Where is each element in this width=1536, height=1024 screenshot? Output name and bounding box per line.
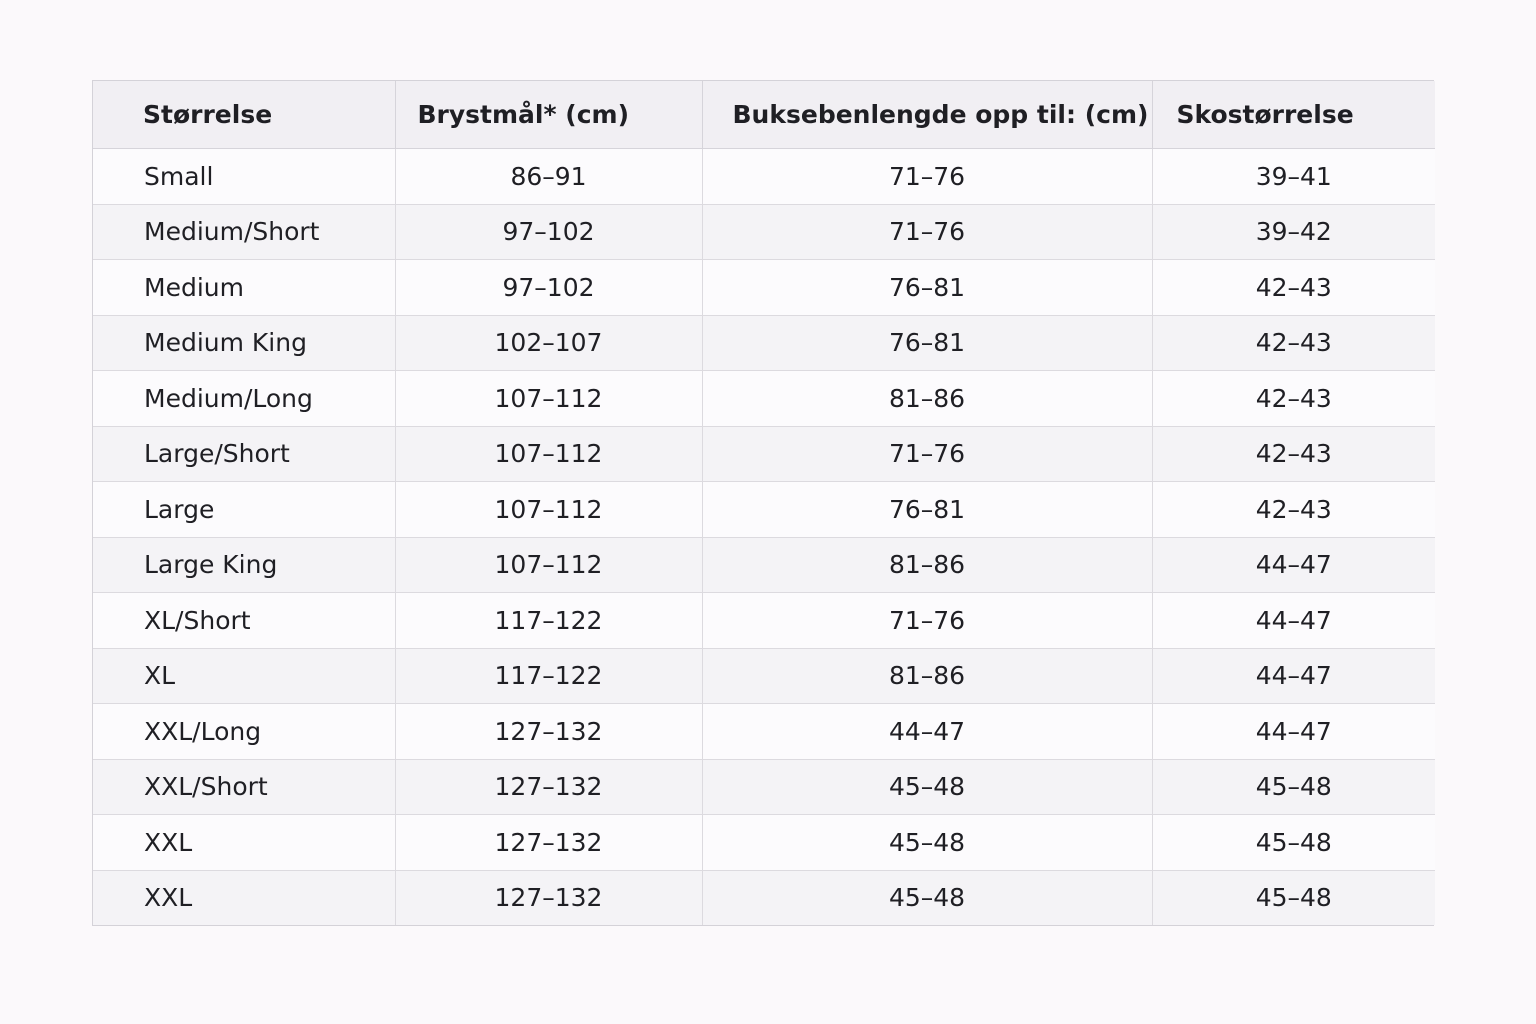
cell-size: XL/Short bbox=[93, 593, 395, 649]
cell-size: Medium King bbox=[93, 315, 395, 371]
cell-inseam: 71–76 bbox=[702, 204, 1152, 260]
cell-size: XL bbox=[93, 648, 395, 704]
table-row bbox=[93, 260, 1435, 316]
cell-chest: 107–112 bbox=[395, 482, 702, 538]
table-row bbox=[93, 371, 1435, 427]
header-size: Størrelse bbox=[93, 81, 395, 149]
table-row bbox=[93, 870, 1435, 925]
cell-size: Large bbox=[93, 482, 395, 538]
cell-size: Medium bbox=[93, 260, 395, 316]
cell-inseam: 71–76 bbox=[702, 593, 1152, 649]
cell-chest: 127–132 bbox=[395, 704, 702, 760]
table-row bbox=[93, 759, 1435, 815]
cell-inseam: 45–48 bbox=[702, 759, 1152, 815]
table-row bbox=[93, 815, 1435, 871]
table-row bbox=[93, 315, 1435, 371]
table-header bbox=[93, 81, 1435, 149]
cell-shoe-size: 42–43 bbox=[1152, 315, 1435, 371]
cell-inseam: 81–86 bbox=[702, 371, 1152, 427]
header-row bbox=[93, 81, 1435, 149]
size-chart-frame bbox=[92, 80, 1434, 926]
size-table bbox=[93, 81, 1435, 925]
table-row bbox=[93, 204, 1435, 260]
cell-inseam: 44–47 bbox=[702, 704, 1152, 760]
cell-chest: 97–102 bbox=[395, 260, 702, 316]
table-row bbox=[93, 426, 1435, 482]
cell-chest: 117–122 bbox=[395, 648, 702, 704]
cell-inseam: 81–86 bbox=[702, 648, 1152, 704]
cell-shoe-size: 42–43 bbox=[1152, 260, 1435, 316]
cell-size: Large King bbox=[93, 537, 395, 593]
cell-shoe-size: 45–48 bbox=[1152, 815, 1435, 871]
cell-shoe-size: 44–47 bbox=[1152, 537, 1435, 593]
cell-size: Large/Short bbox=[93, 426, 395, 482]
cell-size: XXL bbox=[93, 870, 395, 925]
cell-chest: 97–102 bbox=[395, 204, 702, 260]
cell-shoe-size: 42–43 bbox=[1152, 371, 1435, 427]
cell-shoe-size: 42–43 bbox=[1152, 482, 1435, 538]
cell-shoe-size: 44–47 bbox=[1152, 704, 1435, 760]
cell-chest: 107–112 bbox=[395, 371, 702, 427]
cell-inseam: 76–81 bbox=[702, 315, 1152, 371]
cell-inseam: 81–86 bbox=[702, 537, 1152, 593]
table-row bbox=[93, 593, 1435, 649]
cell-size: XXL bbox=[93, 815, 395, 871]
cell-chest: 117–122 bbox=[395, 593, 702, 649]
table-body bbox=[93, 149, 1435, 926]
header-inseam: Buksebenlengde opp til: (cm) bbox=[702, 81, 1152, 149]
cell-chest: 127–132 bbox=[395, 815, 702, 871]
cell-chest: 127–132 bbox=[395, 870, 702, 925]
cell-chest: 102–107 bbox=[395, 315, 702, 371]
cell-chest: 127–132 bbox=[395, 759, 702, 815]
cell-inseam: 45–48 bbox=[702, 870, 1152, 925]
table-row bbox=[93, 149, 1435, 205]
cell-shoe-size: 39–41 bbox=[1152, 149, 1435, 205]
table-row bbox=[93, 537, 1435, 593]
table-row bbox=[93, 704, 1435, 760]
cell-inseam: 45–48 bbox=[702, 815, 1152, 871]
header-shoe-size: Skostørrelse bbox=[1152, 81, 1435, 149]
cell-inseam: 71–76 bbox=[702, 149, 1152, 205]
cell-chest: 86–91 bbox=[395, 149, 702, 205]
cell-size: XXL/Short bbox=[93, 759, 395, 815]
cell-chest: 107–112 bbox=[395, 426, 702, 482]
cell-inseam: 76–81 bbox=[702, 482, 1152, 538]
cell-size: Medium/Long bbox=[93, 371, 395, 427]
cell-chest: 107–112 bbox=[395, 537, 702, 593]
cell-shoe-size: 45–48 bbox=[1152, 759, 1435, 815]
table-row bbox=[93, 482, 1435, 538]
cell-size: XXL/Long bbox=[93, 704, 395, 760]
cell-size: Small bbox=[93, 149, 395, 205]
cell-shoe-size: 44–47 bbox=[1152, 593, 1435, 649]
table-row bbox=[93, 648, 1435, 704]
header-chest: Brystmål* (cm) bbox=[395, 81, 702, 149]
cell-size: Medium/Short bbox=[93, 204, 395, 260]
cell-inseam: 71–76 bbox=[702, 426, 1152, 482]
cell-shoe-size: 44–47 bbox=[1152, 648, 1435, 704]
cell-shoe-size: 45–48 bbox=[1152, 870, 1435, 925]
cell-shoe-size: 42–43 bbox=[1152, 426, 1435, 482]
cell-shoe-size: 39–42 bbox=[1152, 204, 1435, 260]
cell-inseam: 76–81 bbox=[702, 260, 1152, 316]
